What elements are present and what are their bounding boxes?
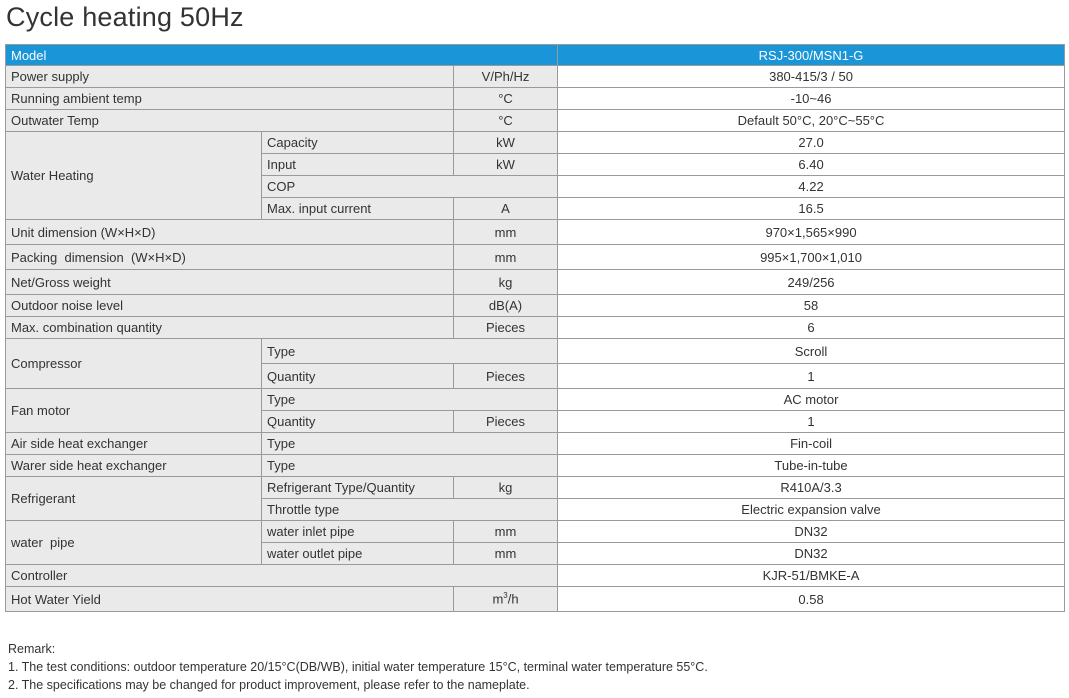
row-label: Hot Water Yield xyxy=(6,587,454,612)
table-row xyxy=(6,66,1065,88)
row-unit: kg xyxy=(454,270,558,295)
row-value: Scroll xyxy=(558,339,1065,364)
row-unit: mm xyxy=(454,245,558,270)
table-header-row xyxy=(6,45,1065,66)
row-unit: V/Ph/Hz xyxy=(454,66,558,88)
row-value: 16.5 xyxy=(558,198,1065,220)
row-sublabel: Type xyxy=(262,455,558,477)
row-label: Outdoor noise level xyxy=(6,295,454,317)
group-label: Refrigerant xyxy=(6,477,262,521)
row-unit: mm xyxy=(454,543,558,565)
remark-line: 1. The test conditions: outdoor temperature 20/15°C(DB/WB), initial water temperature 15°C, terminal water temperature 55°C. xyxy=(8,660,708,674)
table-row xyxy=(6,339,1065,364)
row-sublabel: Quantity xyxy=(262,411,454,433)
row-value: 58 xyxy=(558,295,1065,317)
table-row xyxy=(6,88,1065,110)
table-row xyxy=(6,110,1065,132)
table-row xyxy=(6,245,1065,270)
row-unit: dB(A) xyxy=(454,295,558,317)
row-value: DN32 xyxy=(558,521,1065,543)
row-unit: Pieces xyxy=(454,411,558,433)
table-row xyxy=(6,565,1065,587)
table-row xyxy=(6,433,1065,455)
table-row xyxy=(6,521,1065,543)
row-value: 4.22 xyxy=(558,176,1065,198)
unit-tail: /h xyxy=(507,591,519,607)
row-label: Controller xyxy=(6,565,558,587)
row-label: Net/Gross weight xyxy=(6,270,454,295)
row-label: Warer side heat exchanger xyxy=(6,455,262,477)
row-label: Power supply xyxy=(6,66,454,88)
row-sublabel: Type xyxy=(262,433,558,455)
table-row xyxy=(6,455,1065,477)
row-unit: °C xyxy=(454,88,558,110)
row-value: 27.0 xyxy=(558,132,1065,154)
model-value: RSJ-300/MSN1-G xyxy=(558,45,1065,66)
row-unit: Pieces xyxy=(454,364,558,389)
row-sublabel: Refrigerant Type/Quantity xyxy=(262,477,454,499)
row-label: Max. combination quantity xyxy=(6,317,454,339)
row-unit: mm xyxy=(454,521,558,543)
group-label: Water Heating xyxy=(6,132,262,220)
row-unit: mm xyxy=(454,220,558,245)
row-sublabel: COP xyxy=(262,176,558,198)
table-row xyxy=(6,317,1065,339)
row-value: AC motor xyxy=(558,389,1065,411)
row-sublabel: water inlet pipe xyxy=(262,521,454,543)
table-row xyxy=(6,389,1065,411)
remarks xyxy=(8,640,708,694)
page-title: Cycle heating 50Hz xyxy=(6,2,244,32)
row-label: Air side heat exchanger xyxy=(6,433,262,455)
row-value: 6.40 xyxy=(558,154,1065,176)
row-value: 0.58 xyxy=(558,587,1065,612)
row-value: DN32 xyxy=(558,543,1065,565)
row-value: Fin-coil xyxy=(558,433,1065,455)
row-value: Tube-in-tube xyxy=(558,455,1065,477)
row-label: Running ambient temp xyxy=(6,88,454,110)
row-unit: kg xyxy=(454,477,558,499)
group-label: water pipe xyxy=(6,521,262,565)
row-value: 970×1,565×990 xyxy=(558,220,1065,245)
row-sublabel: Quantity xyxy=(262,364,454,389)
row-value: KJR-51/BMKE-A xyxy=(558,565,1065,587)
row-unit xyxy=(454,587,558,612)
group-label: Compressor xyxy=(6,339,262,389)
table-row xyxy=(6,132,1065,154)
row-value: 6 xyxy=(558,317,1065,339)
remark-line: 2. The specifications may be changed for product improvement, please refer to the nameplate. xyxy=(8,678,530,692)
row-sublabel: water outlet pipe xyxy=(262,543,454,565)
row-sublabel: Input xyxy=(262,154,454,176)
unit-superscript: 3 xyxy=(503,591,508,601)
row-sublabel: Type xyxy=(262,339,558,364)
row-value: -10~46 xyxy=(558,88,1065,110)
table-row xyxy=(6,220,1065,245)
table-row xyxy=(6,477,1065,499)
table-row xyxy=(6,270,1065,295)
row-sublabel: Type xyxy=(262,389,558,411)
row-value: 380-415/3 / 50 xyxy=(558,66,1065,88)
row-unit: Pieces xyxy=(454,317,558,339)
spec-table xyxy=(5,44,1065,612)
row-value: 1 xyxy=(558,411,1065,433)
unit-base: m xyxy=(492,591,504,607)
row-sublabel: Capacity xyxy=(262,132,454,154)
model-label: Model xyxy=(6,45,558,66)
row-unit: A xyxy=(454,198,558,220)
row-value: Electric expansion valve xyxy=(558,499,1065,521)
table-row xyxy=(6,295,1065,317)
row-unit: °C xyxy=(454,110,558,132)
row-label: Outwater Temp xyxy=(6,110,454,132)
row-unit: kW xyxy=(454,132,558,154)
row-sublabel: Throttle type xyxy=(262,499,558,521)
remarks-heading: Remark: xyxy=(8,642,56,656)
row-value: R410A/3.3 xyxy=(558,477,1065,499)
row-sublabel: Max. input current xyxy=(262,198,454,220)
row-unit: kW xyxy=(454,154,558,176)
group-label: Fan motor xyxy=(6,389,262,433)
row-label: Unit dimension (W×H×D) xyxy=(6,220,454,245)
row-value: Default 50°C, 20°C~55°C xyxy=(558,110,1065,132)
table-row xyxy=(6,587,1065,612)
row-value: 1 xyxy=(558,364,1065,389)
row-label: Packing dimension (W×H×D) xyxy=(6,245,454,270)
row-value: 995×1,700×1,010 xyxy=(558,245,1065,270)
row-value: 249/256 xyxy=(558,270,1065,295)
